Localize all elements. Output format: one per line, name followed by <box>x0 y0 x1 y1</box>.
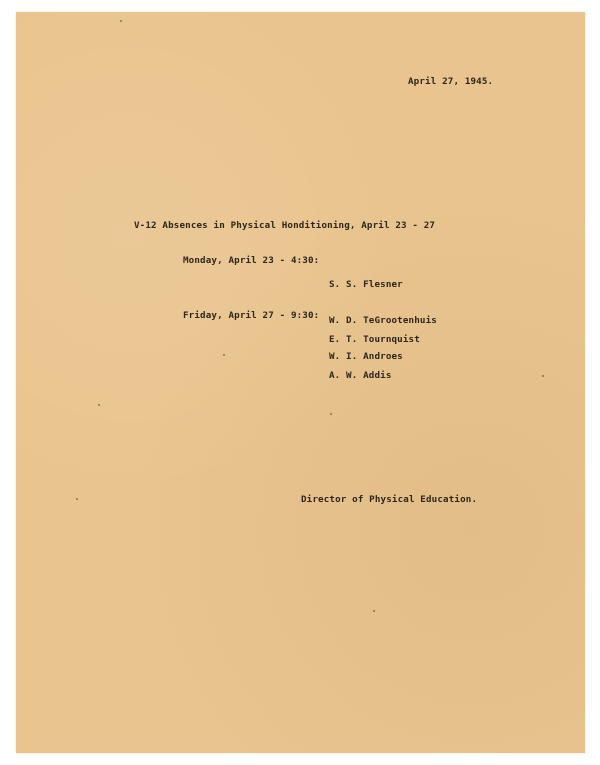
entry-date-time: Monday, April 23 - 4:30: <box>183 255 320 266</box>
paper-speck <box>76 498 78 500</box>
paper-speck <box>98 404 100 406</box>
paper-speck <box>542 375 544 377</box>
entry-date-time: Friday, April 27 - 9:30: <box>183 310 320 321</box>
paper-speck <box>373 610 375 612</box>
absent-name: W. D. TeGrootenhuis <box>329 315 437 326</box>
absent-name: A. W. Addis <box>329 370 392 381</box>
absent-name: E. T. Tournquist <box>329 334 420 345</box>
absent-name: W. I. Androes <box>329 351 403 362</box>
signature-line: Director of Physical Education. <box>301 494 478 505</box>
paper-speck <box>330 413 332 415</box>
paper-speck <box>223 354 225 356</box>
document-title: V-12 Absences in Physical Honditioning, April 23 - 27 <box>134 220 436 231</box>
letter-date: April 27, 1945. <box>408 76 494 87</box>
absent-names-list <box>329 310 420 406</box>
absent-name: S. S. Flesner <box>329 279 403 290</box>
document-page <box>16 12 585 753</box>
paper-speck <box>120 20 122 22</box>
